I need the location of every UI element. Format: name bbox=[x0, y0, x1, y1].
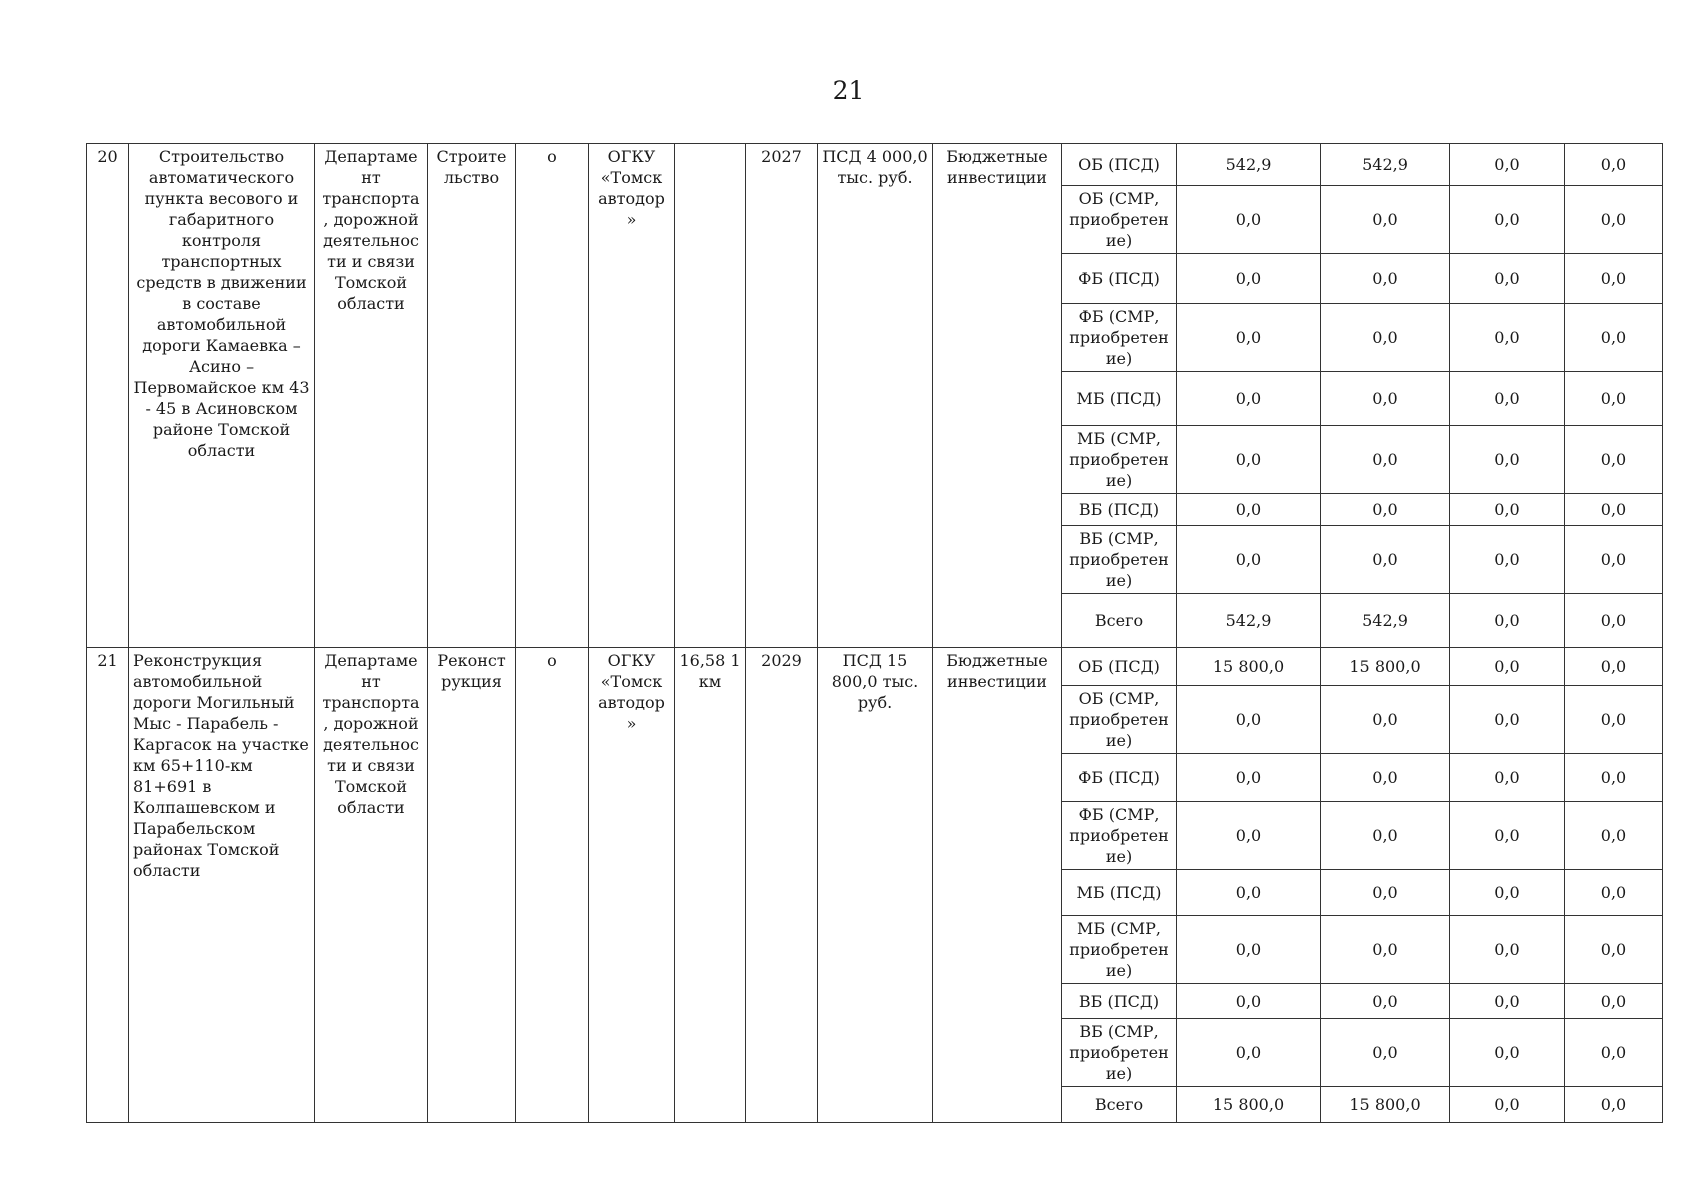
amount-v4: 0,0 bbox=[1565, 186, 1663, 254]
work-type-cell: Реконст рукция bbox=[428, 648, 516, 1123]
amount-v4: 0,0 bbox=[1565, 1087, 1663, 1123]
amount-v1: 0,0 bbox=[1177, 686, 1321, 754]
amount-v1: 0,0 bbox=[1177, 1019, 1321, 1087]
amount-v1: 15 800,0 bbox=[1177, 648, 1321, 686]
amount-v2: 542,9 bbox=[1321, 144, 1450, 186]
amount-v3: 0,0 bbox=[1450, 870, 1565, 916]
year-cell: 2027 bbox=[746, 144, 818, 648]
amount-v2: 0,0 bbox=[1321, 686, 1450, 754]
amount-v3: 0,0 bbox=[1450, 304, 1565, 372]
funding-source-label: Всего bbox=[1062, 1087, 1177, 1123]
amount-v2: 0,0 bbox=[1321, 494, 1450, 526]
investment-form-cell: Бюджетные инвестиции bbox=[933, 144, 1062, 648]
amount-v3: 0,0 bbox=[1450, 1087, 1565, 1123]
amount-v3: 0,0 bbox=[1450, 984, 1565, 1019]
amount-v4: 0,0 bbox=[1565, 526, 1663, 594]
amount-v2: 0,0 bbox=[1321, 1019, 1450, 1087]
amount-v1: 0,0 bbox=[1177, 372, 1321, 426]
year-cell: 2029 bbox=[746, 648, 818, 1123]
amount-v1: 0,0 bbox=[1177, 870, 1321, 916]
row-number-cell: 21 bbox=[87, 648, 129, 1123]
amount-v2: 0,0 bbox=[1321, 754, 1450, 802]
amount-v1: 0,0 bbox=[1177, 494, 1321, 526]
amount-v4: 0,0 bbox=[1565, 594, 1663, 648]
amount-v1: 542,9 bbox=[1177, 594, 1321, 648]
funding-source-label: ВБ (СМР, приобретен ие) bbox=[1062, 526, 1177, 594]
table-row bbox=[87, 144, 1663, 186]
funding-source-label: ФБ (СМР, приобретен ие) bbox=[1062, 802, 1177, 870]
amount-v2: 0,0 bbox=[1321, 984, 1450, 1019]
amount-v1: 0,0 bbox=[1177, 802, 1321, 870]
funding-source-label: МБ (ПСД) bbox=[1062, 870, 1177, 916]
amount-v4: 0,0 bbox=[1565, 686, 1663, 754]
funding-source-label: ФБ (ПСД) bbox=[1062, 754, 1177, 802]
amount-v2: 542,9 bbox=[1321, 594, 1450, 648]
amount-v2: 0,0 bbox=[1321, 802, 1450, 870]
mark-cell: о bbox=[516, 648, 589, 1123]
table-row bbox=[87, 648, 1663, 686]
amount-v4: 0,0 bbox=[1565, 1019, 1663, 1087]
amount-v4: 0,0 bbox=[1565, 494, 1663, 526]
object-name-cell: Реконструкция автомобильной дороги Могильный Мыс - Парабель - Каргасок на участке км 65+110-км 81+691 в Колпашевском и Парабельском районах Томской области bbox=[129, 648, 315, 1123]
funding-source-label: МБ (ПСД) bbox=[1062, 372, 1177, 426]
table-body bbox=[87, 144, 1663, 1123]
amount-v1: 0,0 bbox=[1177, 526, 1321, 594]
investment-table bbox=[86, 143, 1663, 1123]
estimated-cost-cell: ПСД 15 800,0 тыс. руб. bbox=[818, 648, 933, 1123]
amount-v1: 0,0 bbox=[1177, 426, 1321, 494]
amount-v4: 0,0 bbox=[1565, 254, 1663, 304]
amount-v4: 0,0 bbox=[1565, 870, 1663, 916]
amount-v3: 0,0 bbox=[1450, 186, 1565, 254]
funding-source-label: Всего bbox=[1062, 594, 1177, 648]
amount-v3: 0,0 bbox=[1450, 494, 1565, 526]
customer-cell: Департаме нт транспорта , дорожной деятельнос ти и связи Томской области bbox=[315, 648, 428, 1123]
funding-source-label: МБ (СМР, приобретен ие) bbox=[1062, 426, 1177, 494]
row-number-cell: 20 bbox=[87, 144, 129, 648]
amount-v1: 0,0 bbox=[1177, 304, 1321, 372]
amount-v4: 0,0 bbox=[1565, 802, 1663, 870]
amount-v3: 0,0 bbox=[1450, 526, 1565, 594]
estimated-cost-cell: ПСД 4 000,0 тыс. руб. bbox=[818, 144, 933, 648]
amount-v3: 0,0 bbox=[1450, 594, 1565, 648]
funding-source-label: ФБ (ПСД) bbox=[1062, 254, 1177, 304]
amount-v2: 0,0 bbox=[1321, 372, 1450, 426]
funding-source-label: ОБ (ПСД) bbox=[1062, 648, 1177, 686]
funding-source-label: ВБ (ПСД) bbox=[1062, 984, 1177, 1019]
amount-v1: 15 800,0 bbox=[1177, 1087, 1321, 1123]
amount-v4: 0,0 bbox=[1565, 372, 1663, 426]
amount-v3: 0,0 bbox=[1450, 1019, 1565, 1087]
amount-v1: 0,0 bbox=[1177, 754, 1321, 802]
funding-source-label: ОБ (СМР, приобретен ие) bbox=[1062, 686, 1177, 754]
capacity-cell: 16,58 1 км bbox=[675, 648, 746, 1123]
amount-v4: 0,0 bbox=[1565, 426, 1663, 494]
amount-v4: 0,0 bbox=[1565, 754, 1663, 802]
amount-v4: 0,0 bbox=[1565, 304, 1663, 372]
amount-v3: 0,0 bbox=[1450, 254, 1565, 304]
funding-source-label: ФБ (СМР, приобретен ие) bbox=[1062, 304, 1177, 372]
amount-v4: 0,0 bbox=[1565, 916, 1663, 984]
amount-v4: 0,0 bbox=[1565, 984, 1663, 1019]
customer-cell: Департаме нт транспорта , дорожной деятельнос ти и связи Томской области bbox=[315, 144, 428, 648]
amount-v1: 0,0 bbox=[1177, 916, 1321, 984]
investment-form-cell: Бюджетные инвестиции bbox=[933, 648, 1062, 1123]
amount-v3: 0,0 bbox=[1450, 144, 1565, 186]
executor-cell: ОГКУ «Томск автодор » bbox=[589, 648, 675, 1123]
funding-source-label: МБ (СМР, приобретен ие) bbox=[1062, 916, 1177, 984]
capacity-cell bbox=[675, 144, 746, 648]
amount-v3: 0,0 bbox=[1450, 916, 1565, 984]
funding-source-label: ОБ (ПСД) bbox=[1062, 144, 1177, 186]
amount-v1: 0,0 bbox=[1177, 254, 1321, 304]
amount-v4: 0,0 bbox=[1565, 144, 1663, 186]
funding-source-label: ВБ (СМР, приобретен ие) bbox=[1062, 1019, 1177, 1087]
amount-v1: 0,0 bbox=[1177, 186, 1321, 254]
amount-v2: 0,0 bbox=[1321, 426, 1450, 494]
amount-v3: 0,0 bbox=[1450, 686, 1565, 754]
amount-v4: 0,0 bbox=[1565, 648, 1663, 686]
object-name-cell: Строительство автоматического пункта весового и габаритного контроля транспортных средств в движении в составе автомобильной дороги Камаевка – Асино – Первомайское км 43 - 45 в Асиновском районе Томской области bbox=[129, 144, 315, 648]
amount-v3: 0,0 bbox=[1450, 754, 1565, 802]
amount-v2: 0,0 bbox=[1321, 526, 1450, 594]
funding-source-label: ВБ (ПСД) bbox=[1062, 494, 1177, 526]
mark-cell: о bbox=[516, 144, 589, 648]
amount-v2: 15 800,0 bbox=[1321, 1087, 1450, 1123]
amount-v3: 0,0 bbox=[1450, 648, 1565, 686]
amount-v1: 0,0 bbox=[1177, 984, 1321, 1019]
funding-source-label: ОБ (СМР, приобретен ие) bbox=[1062, 186, 1177, 254]
amount-v3: 0,0 bbox=[1450, 372, 1565, 426]
amount-v2: 15 800,0 bbox=[1321, 648, 1450, 686]
amount-v2: 0,0 bbox=[1321, 916, 1450, 984]
work-type-cell: Строите льство bbox=[428, 144, 516, 648]
amount-v3: 0,0 bbox=[1450, 802, 1565, 870]
amount-v2: 0,0 bbox=[1321, 186, 1450, 254]
amount-v3: 0,0 bbox=[1450, 426, 1565, 494]
amount-v2: 0,0 bbox=[1321, 870, 1450, 916]
amount-v1: 542,9 bbox=[1177, 144, 1321, 186]
amount-v2: 0,0 bbox=[1321, 254, 1450, 304]
executor-cell: ОГКУ «Томск автодор » bbox=[589, 144, 675, 648]
page-number: 21 bbox=[832, 76, 865, 105]
amount-v2: 0,0 bbox=[1321, 304, 1450, 372]
